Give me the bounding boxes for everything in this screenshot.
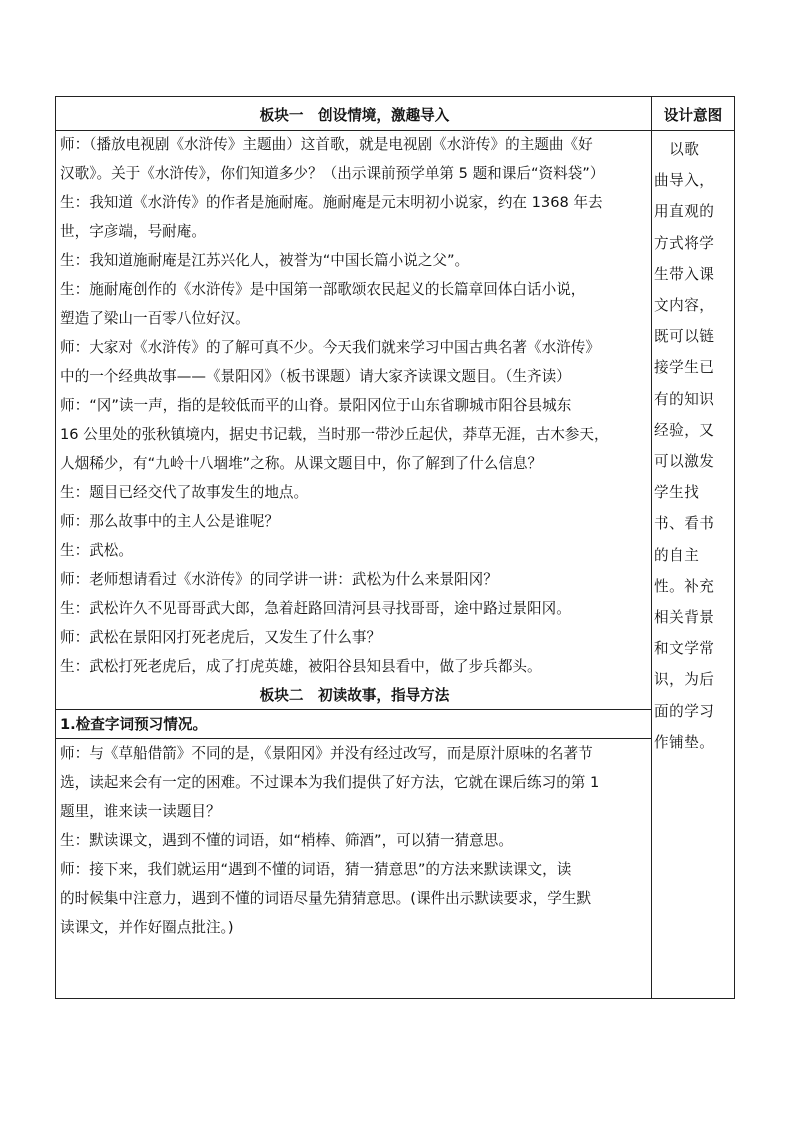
section2-title: 板块二 初读故事，指导方法: [259, 687, 450, 704]
text-line: 师：与《草船借箭》不同的是，《景阳冈》并没有经过改写，而是原汁原味的名著节: [60, 745, 593, 762]
design-intent-line: 书、看书: [654, 515, 715, 533]
text-line: 人烟稀少，有“九岭十八堌堆”之称。从课文题目中，你了解到了什么信息？: [60, 455, 543, 472]
text-line: 师：那么故事中的主人公是谁呢？: [60, 513, 279, 530]
design-intent-text: [654, 134, 732, 758]
design-intent-line: 的自主: [654, 546, 700, 564]
column-divider: [651, 97, 652, 998]
design-intent-column: [654, 101, 732, 758]
text-line: 选，读起来会有一定的困难。不过课本为我们提供了好方法，它就在课后练习的第 1: [60, 774, 600, 791]
design-intent-title: 设计意图: [663, 107, 723, 124]
design-intent-line: 生带入课: [654, 265, 715, 283]
text-line: 生：武松打死老虎后，成了打虎英雄，被阳谷县知县看中，做了步兵都头。: [60, 658, 542, 675]
design-intent-line: 作铺垫。: [654, 733, 715, 751]
section2-subtitle: 1.检查字词预习情况。: [60, 716, 208, 733]
text-line: 生：默读课文，遇到不懂的词语，如“梢棒、筛酒”，可以猜一猜意思。: [60, 832, 513, 849]
main-column: [60, 101, 649, 942]
text-line: 师：（播放电视剧《水浒传》主题曲）这首歌，就是电视剧《水浒传》的主题曲《好: [60, 136, 593, 153]
text-line: 生：我知道施耐庵是江苏兴化人，被誉为“中国长篇小说之父”。: [60, 252, 470, 269]
text-line: 师：老师想请看过《水浒传》的同学讲一讲：武松为什么来景阳冈？: [60, 571, 498, 588]
text-line: 师：接下来，我们就运用“遇到不懂的词语，猜一猜意思”的方法来默读课文，读: [60, 861, 572, 878]
text-line: 师：“冈”读一声，指的是较低而平的山脊。景阳冈位于山东省聊城市阳谷县城东: [60, 397, 572, 414]
design-intent-line: 文内容，: [654, 297, 715, 315]
text-line: 中的一个经典故事——《景阳冈》（板书课题）请大家齐读课文题目。（生齐读）: [60, 368, 571, 385]
text-line: 读课文，并作好圈点批注。): [60, 919, 234, 936]
text-line: 生：施耐庵创作的《水浒传》是中国第一部歌颂农民起义的长篇章回体白话小说，: [60, 281, 586, 298]
design-intent-line: 相关背景: [654, 609, 715, 627]
design-intent-line: 接学生已: [654, 359, 715, 377]
text-line: 世，字彦端，号耐庵。: [60, 223, 206, 240]
text-line: 16 公里处的张秋镇境内，据史书记载，当时那一带沙丘起伏，莽草无涯，古木参天，: [60, 426, 609, 443]
design-intent-line: 面的学习: [654, 702, 715, 720]
text-line: 师：武松在景阳冈打死老虎后，又发生了什么事？: [60, 629, 382, 646]
design-intent-line: 既可以链: [654, 328, 715, 346]
text-line: 师：大家对《水浒传》的了解可真不少。今天我们就来学习中国古典名著《水浒传》: [60, 339, 600, 356]
design-intent-line: 曲导入，: [654, 172, 715, 190]
text-line: 生：我知道《水浒传》的作者是施耐庵。施耐庵是元末明初小说家，约在 1368 年去: [60, 194, 603, 211]
design-intent-line: 以歌: [654, 141, 700, 158]
design-intent-line: 和文学常: [654, 640, 715, 658]
text-line: 生：武松许久不见哥哥武大郎，急着赶路回清河县寻找哥哥，途中路过景阳冈。: [60, 600, 571, 617]
section2-body: [60, 739, 649, 942]
design-intent-line: 性。补充: [654, 577, 715, 595]
text-line: 塑造了梁山一百零八位好汉。: [60, 310, 250, 327]
design-intent-line: 可以激发: [654, 453, 715, 471]
section1-body: [60, 130, 649, 681]
text-line: 生：武松。: [60, 542, 133, 559]
text-line: 生：题目已经交代了故事发生的地点。: [60, 484, 309, 501]
text-line: 的时候集中注意力，遇到不懂的词语尽量先猜猜意思。(课件出示默读要求，学生默: [60, 890, 592, 907]
design-intent-line: 方式将学: [654, 234, 715, 252]
design-intent-line: 识，为后: [654, 671, 715, 689]
design-intent-line: 经验，又: [654, 421, 715, 439]
section1-title: 板块一 创设情境，激趣导入: [259, 107, 450, 124]
design-intent-line: 有的知识: [654, 390, 715, 408]
design-intent-line: 学生找: [654, 484, 700, 502]
lesson-plan-table: [55, 96, 735, 999]
text-line: 题里，谁来读一读题目？: [60, 803, 221, 820]
text-line: 汉歌》。关于《水浒传》，你们知道多少？（出示课前预学单第 5 题和课后“资料袋”）: [60, 165, 605, 182]
design-intent-line: 用直观的: [654, 203, 715, 221]
